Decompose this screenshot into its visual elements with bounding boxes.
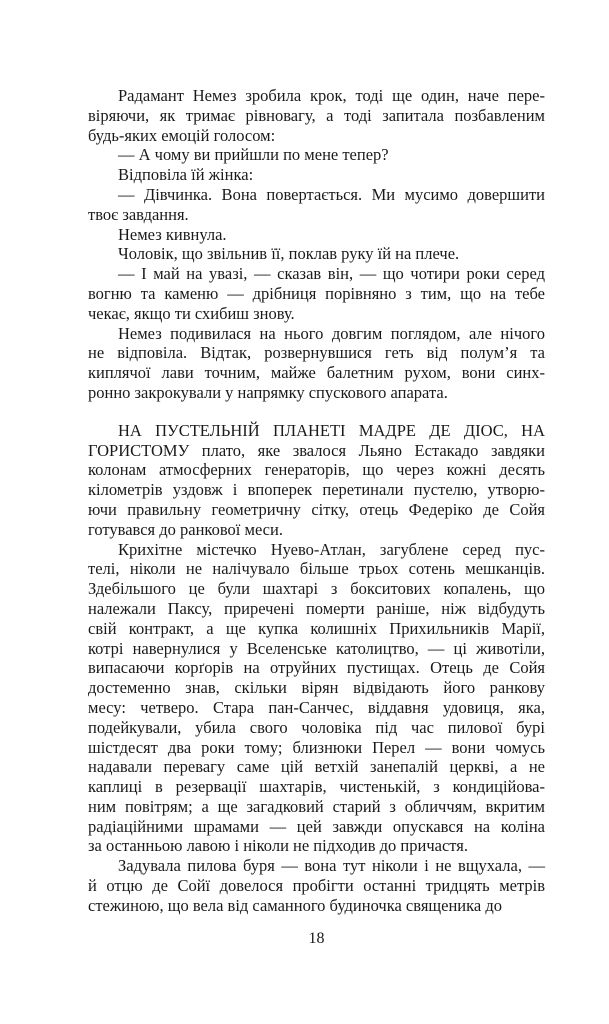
text-line: ГОРИСТОМУ плато, яке звалося Льяно Естакадо завдяки: [88, 440, 545, 460]
text-line: достеменно знав, скільки вірян відвідають його ранкову: [88, 678, 545, 698]
text-line: вогню та каменю — дрібниця порівняно з тим, що на тебе: [88, 283, 545, 303]
text-line: ючи правильну геометричну сітку, отець Федеріко де Сойя: [88, 499, 545, 519]
paragraph: [88, 165, 545, 185]
text-line: твоє завдання.: [88, 204, 189, 224]
text-line: колонам атмосферних генераторів, що через кожні десять: [88, 460, 545, 480]
text-line: випасаючи корґорів на отруйних пустищах. Отець де Сойя: [88, 658, 545, 678]
text-line: не відповіла. Відтак, розвернувшися геть від полум’я та: [88, 343, 545, 363]
text-line: стежиною, що вела від саманного будиночка священика до: [88, 895, 502, 915]
text-line: віряючи, як тримає рівновагу, а тоді запитала позбавленим: [88, 105, 545, 125]
paragraph: [88, 856, 545, 915]
text-line: киплячої лави точним, майже балетним рухом, вони синх-: [88, 363, 545, 383]
text-line: — Дівчинка. Вона повертається. Ми мусимо довершити: [118, 184, 545, 204]
text-line: надавали перевагу саме цій ветхій занепалій церкві, а не: [88, 757, 545, 777]
text-line: свій контракт, а ще купка колишніх Прихильників Марії,: [88, 618, 545, 638]
text-line: Відповіла їй жінка:: [118, 165, 254, 185]
text-line: за останньою лавою і ніколи не підходив до причастя.: [88, 836, 468, 856]
paragraph: [88, 185, 545, 225]
text-line: шістдесят два роки тому; близнюки Перел — вони чомусь: [88, 737, 545, 757]
text-line: ронно закрокували у напрямку спускового апарата.: [88, 382, 448, 402]
text-line: чекає, якщо ти схибиш знову.: [88, 303, 295, 323]
paragraph: [88, 324, 545, 403]
text-line: месу: четверо. Стара пан-Санчес, віддавня удовиця, яка,: [88, 697, 545, 717]
text-line: котрі навернулися у Вселенське католицтво, — ці животіли,: [88, 638, 545, 658]
text-line: кілометрів уздовж і впоперек перетинали пустелю, утворю-: [88, 480, 545, 500]
text-line: Радамант Немез зробила крок, тоді ще один, наче пере-: [118, 86, 545, 105]
text-line: належали Паксу, приречені померти раніше, ніж відбудуть: [88, 598, 545, 618]
paragraph: [88, 264, 545, 323]
paragraph: [88, 244, 545, 264]
text-line: й отцю де Сойї довелося пробігти останні тридцять метрів: [88, 876, 545, 896]
page-number: 18: [308, 930, 325, 947]
text-line: Немез подивилася на нього довгим поглядом, але нічого: [118, 323, 545, 343]
paragraph: [88, 86, 545, 145]
text-line: подейкували, убила свого чоловіка під час пилової бурі: [88, 717, 545, 737]
text-line: Немез кивнула.: [118, 224, 227, 244]
paragraph: [88, 225, 545, 245]
text-line: будь-яких емоцій голосом:: [88, 125, 276, 145]
text-line: телі, ніколи не налічувало більше трьох сотень мешканців.: [88, 559, 545, 579]
text-line: радіаційними шрамами — цей завжди опускався на коліна: [88, 816, 545, 836]
text-line: — І май на увазі, — сказав він, — що чотири роки серед: [118, 264, 545, 284]
text-line: каплиці в резервації шахтарів, чистенькій, з кондиційова-: [88, 777, 545, 797]
text-line: готувався до ранкової меси.: [88, 519, 283, 539]
text-block: [88, 86, 545, 916]
text-line: Здебільшого це були шахтарі з бокситових копалень, що: [88, 579, 545, 599]
text-line: Крихітне містечко Нуево-Атлан, загублене серед пус-: [118, 539, 545, 559]
paragraph: [88, 145, 545, 165]
text-line: Чоловік, що звільнив її, поклав руку їй на плече.: [118, 244, 460, 264]
text-line: Задувала пилова буря — вона тут ніколи і не вщухала, —: [118, 856, 545, 876]
text-line: — А чому ви прийшли по мене тепер?: [118, 145, 389, 165]
paragraph: [88, 540, 545, 857]
text-line: НА ПУСТЕЛЬНІЙ ПЛАНЕТІ МАДРЕ ДЕ ДІОС, НА: [118, 420, 545, 440]
paragraph: [88, 421, 545, 540]
text-line: ним повітрям; а ще загадковий старий з обличчям, вкритим: [88, 796, 545, 816]
